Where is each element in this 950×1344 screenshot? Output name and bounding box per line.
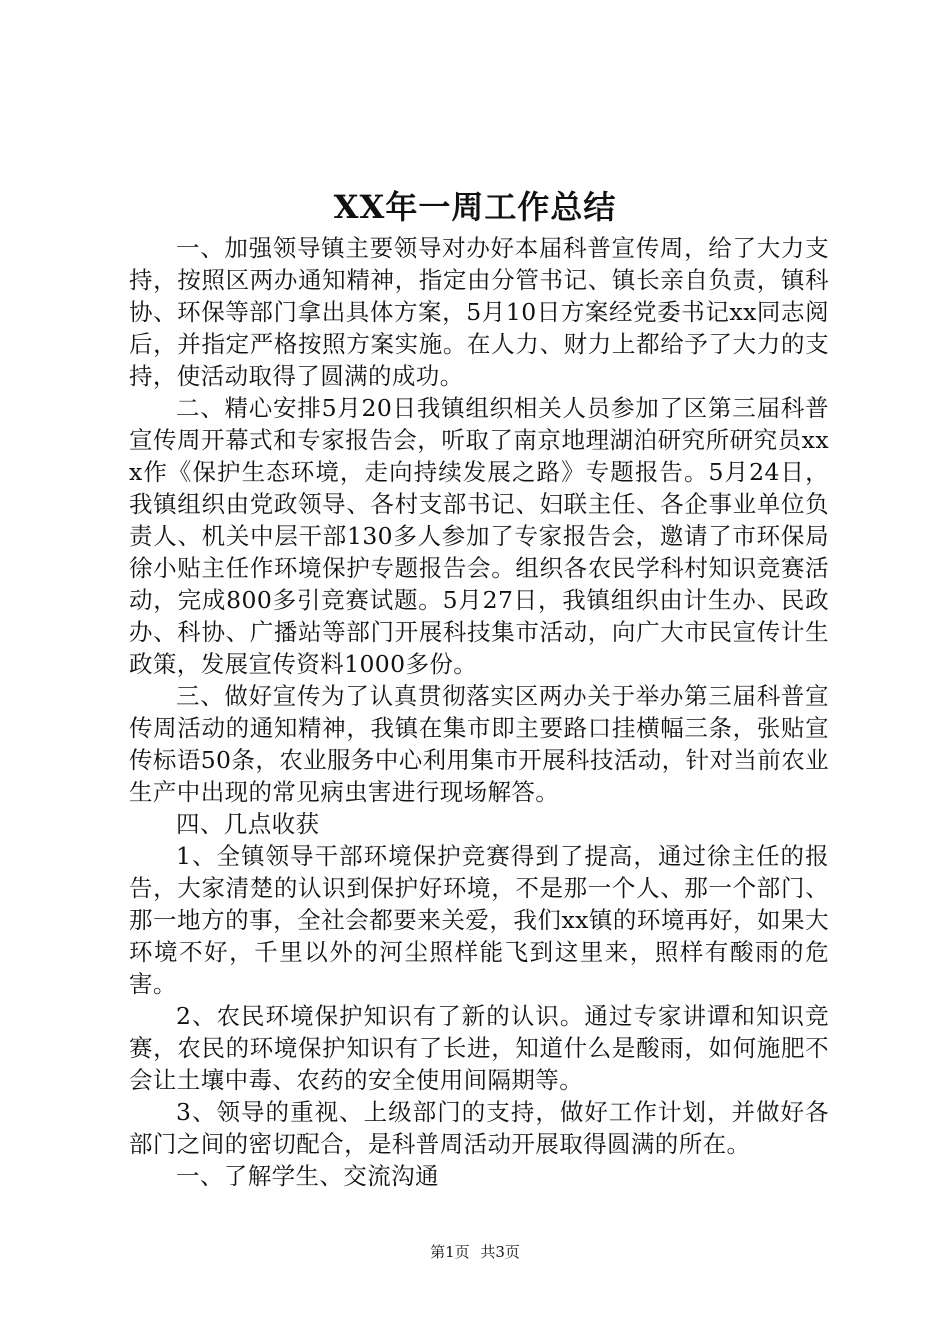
- paragraph-6: 2、农民环境保护知识有了新的认识。通过专家讲谭和知识竞赛，农民的环境保护知识有了长进，知道什么是酸雨，如何施肥不会让土壤中毒、农药的安全使用间隔期等。: [129, 1002, 829, 1094]
- paragraph-5: 1、全镇领导干部环境保护竞赛得到了提高，通过徐主任的报告，大家清楚的认识到保护好环境，不是那一个人、那一个部门、那一地方的事，全社会都要来关爱，我们xx镇的环境再好，如果大环境不好，千里以外的河尘照样能飞到这里来，照样有酸雨的危害。: [129, 842, 829, 998]
- paragraph-2: 二、精心安排5月20日我镇组织相关人员参加了区第三届科普宣传周开幕式和专家报告会，听取了南京地理湖泊研究所研究员xxx作《保护生态环境，走向持续发展之路》专题报告。5月24日，我镇组织由党政领导、各村支部书记、妇联主任、各企事业单位负责人、机关中层干部130多人参加了专家报告会，邀请了市环保局徐小贴主任作环境保护专题报告会。组织各农民学科村知识竞赛活动，完成800多引竞赛试题。5月27日，我镇组织由计生办、民政办、科协、广播站等部门开展科技集市活动，向广大市民宣传计生政策，发展宣传资料1000多份。: [129, 394, 829, 678]
- page-number-current: 第1页: [430, 1243, 470, 1261]
- paragraph-7: 3、领导的重视、上级部门的支持，做好工作计划，并做好各部门之间的密切配合，是科普周活动开展取得圆满的所在。: [129, 1098, 829, 1158]
- document-body: [129, 232, 829, 1192]
- paragraph-4: 四、几点收获: [176, 810, 320, 838]
- paragraph-1: 一、加强领导镇主要领导对办好本届科普宣传周，给了大力支持，按照区两办通知精神，指定由分管书记、镇长亲自负责，镇科协、环保等部门拿出具体方案，5月10日方案经党委书记xx同志阅后，并指定严格按照方案实施。在人力、财力上都给予了大力的支持，使活动取得了圆满的成功。: [129, 234, 829, 390]
- paragraph-8: 一、了解学生、交流沟通: [176, 1162, 439, 1190]
- page-number-total: 共3页: [480, 1243, 520, 1261]
- paragraph-3: 三、做好宣传为了认真贯彻落实区两办关于举办第三届科普宣传周活动的通知精神，我镇在集市即主要路口挂横幅三条，张贴宣传标语50条，农业服务中心利用集市开展科技活动，针对当前农业生产中出现的常见病虫害进行现场解答。: [129, 682, 829, 806]
- document-title: XX年一周工作总结: [333, 188, 617, 226]
- page-footer: [0, 1241, 950, 1263]
